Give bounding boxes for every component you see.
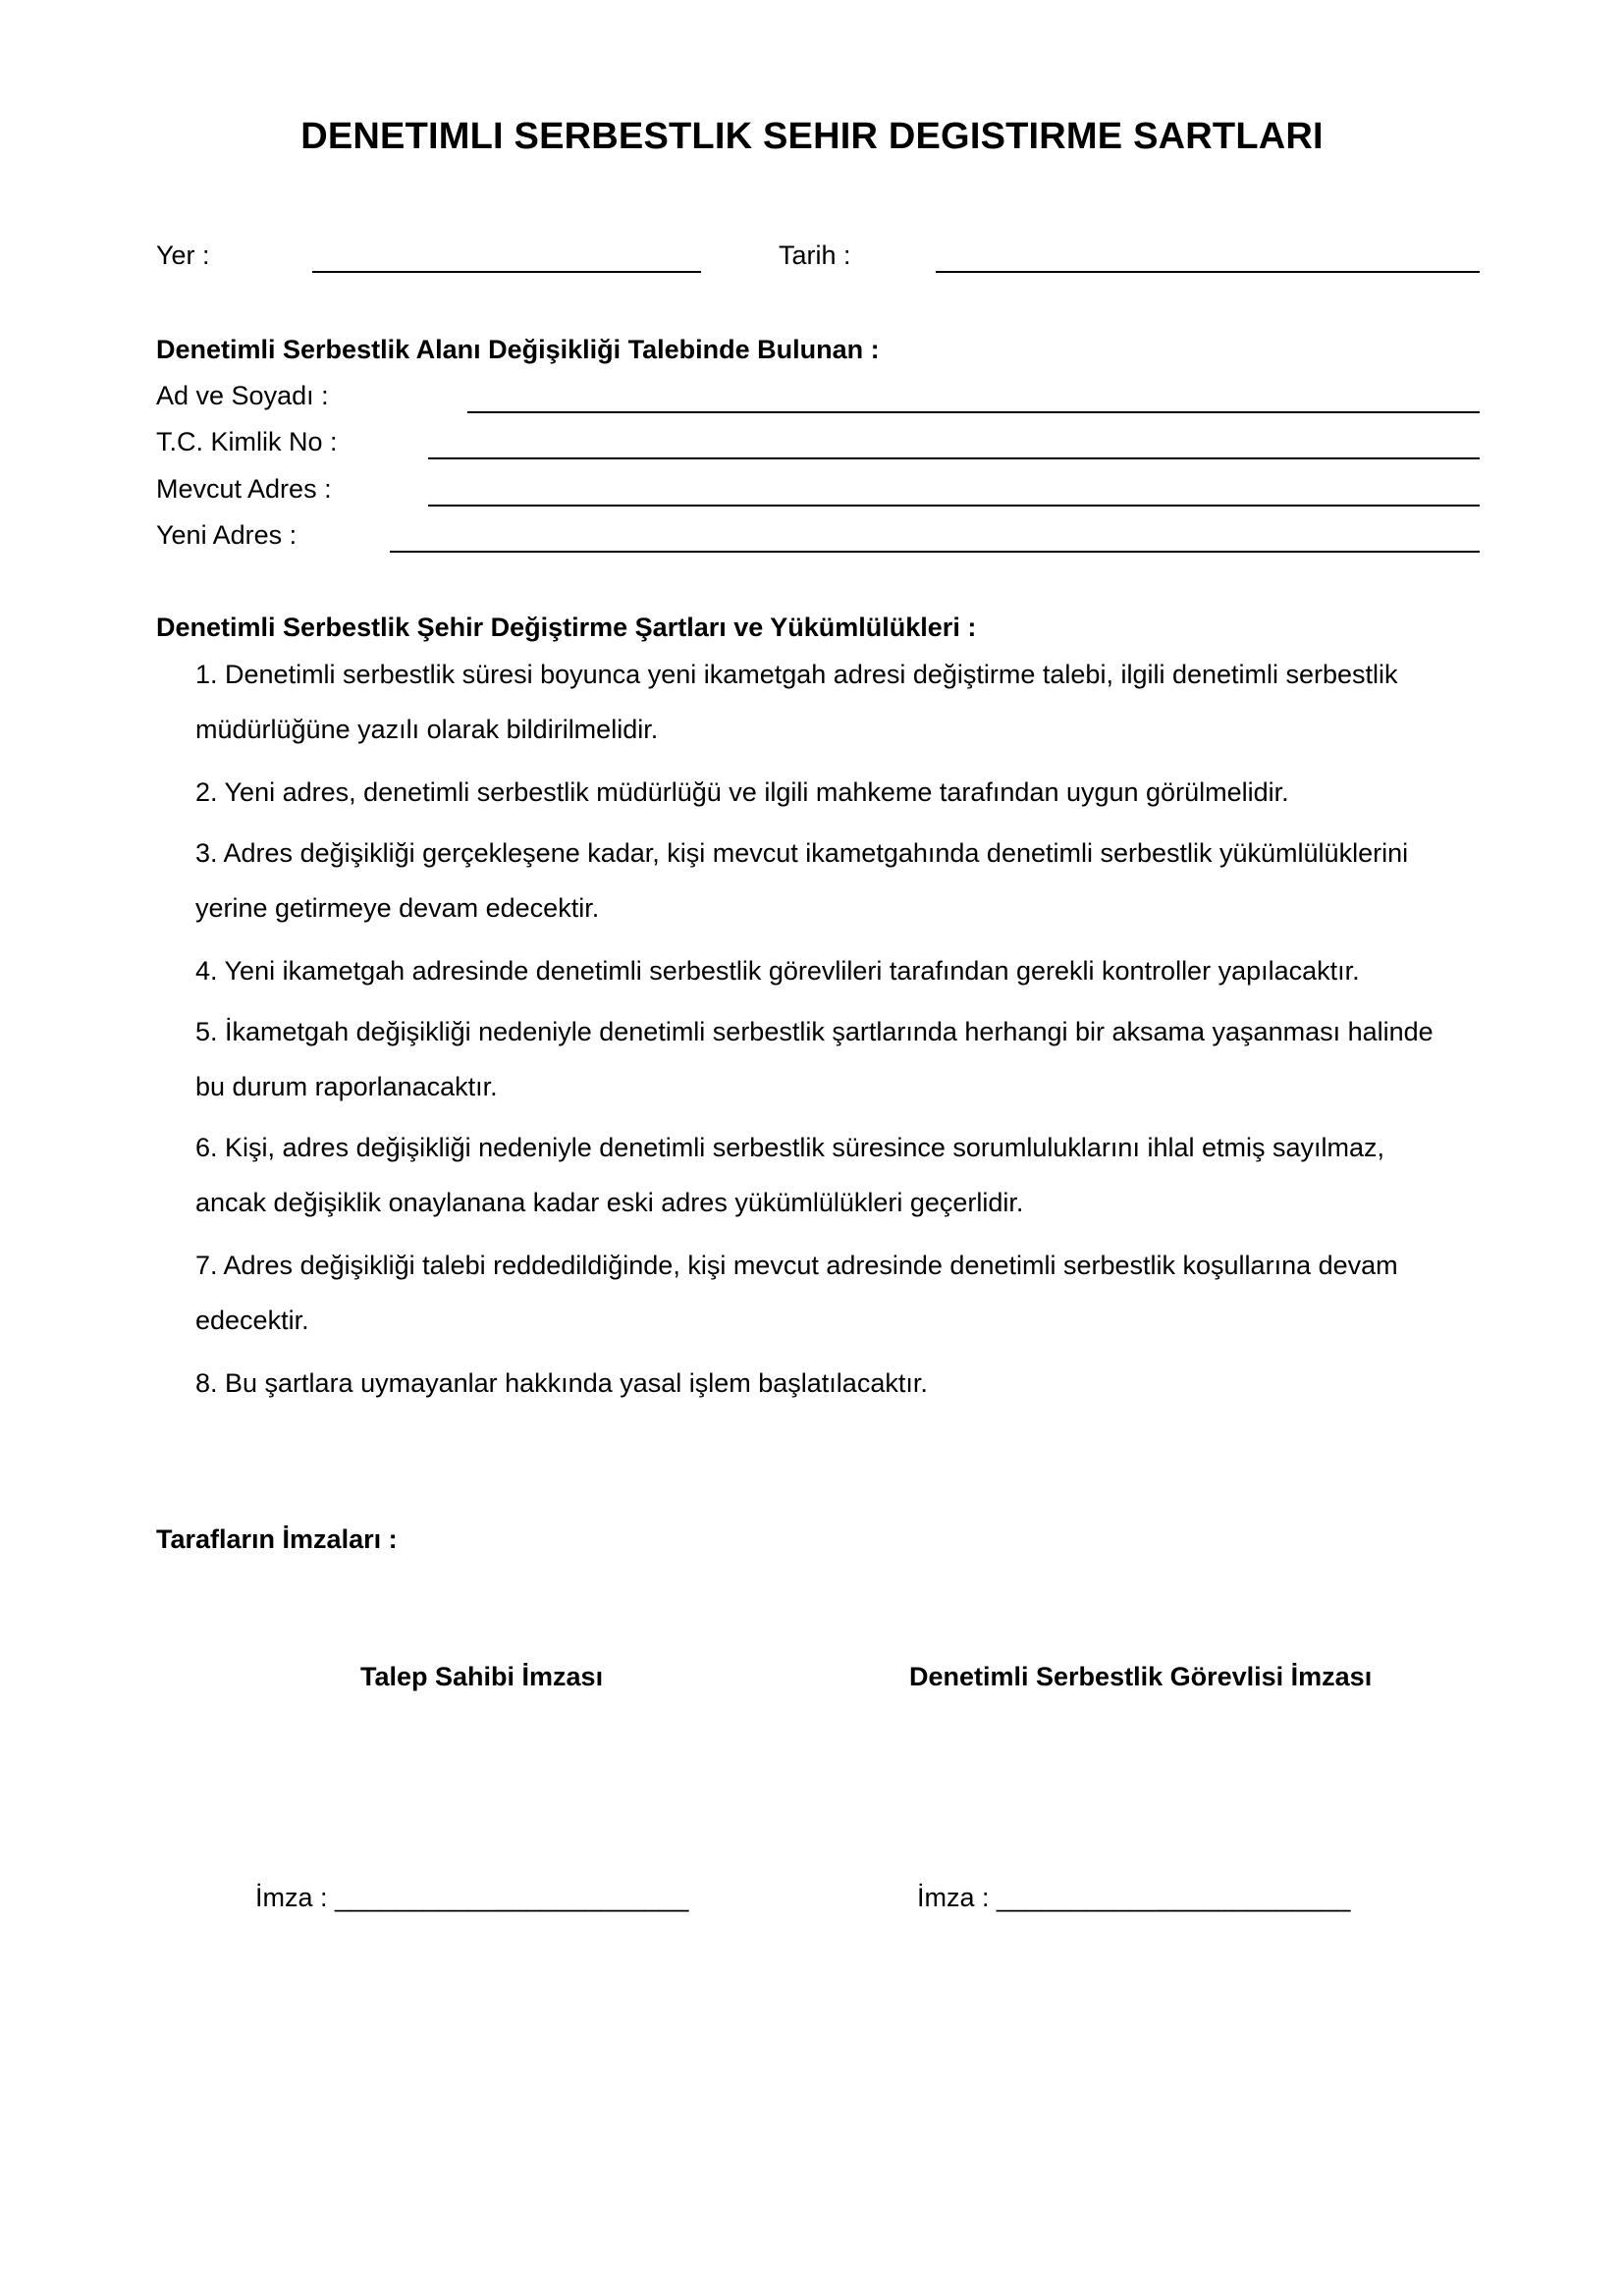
place-label: Yer : bbox=[156, 240, 210, 270]
date-label: Tarih : bbox=[779, 240, 851, 270]
condition-item-7-line1: 7. Adres değişikliği talebi reddedildiğinde, kişi mevcut adresinde denetimli serbestlik koşullarına devam bbox=[195, 1251, 1398, 1280]
conditions-heading: Denetimli Serbestlik Şehir Değiştirme Şartları ve Yükümlülükleri : bbox=[156, 613, 977, 642]
condition-item-7-line2: edecektir. bbox=[195, 1306, 309, 1335]
condition-item-1-line1: 1. Denetimli serbestlik süresi boyunca yeni ikametgah adresi değiştirme talebi, ilgili denetimli serbestlik bbox=[195, 660, 1398, 689]
id-number-label: T.C. Kimlik No : bbox=[156, 427, 338, 456]
officer-signature-field[interactable]: İmza : ________________________ bbox=[917, 1883, 1351, 1912]
current-address-label: Mevcut Adres : bbox=[156, 474, 332, 504]
current-address-input-line[interactable] bbox=[428, 505, 1480, 507]
condition-item-1-line2: müdürlüğüne yazılı olarak bildirilmelidir. bbox=[195, 715, 659, 744]
condition-item-5-line1: 5. İkametgah değişikliği nedeniyle denetimli serbestlik şartlarında herhangi bir aksama yaşanması halinde bbox=[195, 1017, 1434, 1046]
new-address-label: Yeni Adres : bbox=[156, 520, 298, 550]
condition-item-3-line1: 3. Adres değişikliği gerçekleşene kadar, kişi mevcut ikametgahında denetimli serbestlik yükümlülüklerini bbox=[195, 838, 1409, 868]
new-address-input-line[interactable] bbox=[390, 551, 1480, 553]
name-input-line[interactable] bbox=[467, 411, 1480, 413]
condition-item-2-line1: 2. Yeni adres, denetimli serbestlik müdürlüğü ve ilgili mahkeme tarafından uygun görülmelidir. bbox=[195, 777, 1289, 807]
requester-signature-title: Talep Sahibi İmzası bbox=[360, 1662, 604, 1691]
condition-item-4-line1: 4. Yeni ikametgah adresinde denetimli serbestlik görevlileri tarafından gerekli kontroller yapılacaktır. bbox=[195, 956, 1360, 986]
condition-item-5-line2: bu durum raporlanacaktır. bbox=[195, 1072, 498, 1101]
name-label: Ad ve Soyadı : bbox=[156, 381, 329, 410]
id-number-input-line[interactable] bbox=[428, 457, 1480, 459]
officer-signature-title: Denetimli Serbestlik Görevlisi İmzası bbox=[909, 1662, 1373, 1691]
requester-signature-field[interactable]: İmza : ________________________ bbox=[255, 1883, 689, 1912]
requester-heading: Denetimli Serbestlik Alanı Değişikliği Talebinde Bulunan : bbox=[156, 335, 880, 364]
document-title: DENETIMLI SERBESTLIK SEHIR DEGISTIRME SARTLARI bbox=[300, 116, 1324, 157]
condition-item-3-line2: yerine getirmeye devam edecektir. bbox=[195, 893, 600, 923]
date-input-line[interactable] bbox=[936, 271, 1480, 273]
condition-item-8-line1: 8. Bu şartlara uymayanlar hakkında yasal işlem başlatılacaktır. bbox=[195, 1368, 928, 1398]
condition-item-6-line1: 6. Kişi, adres değişikliği nedeniyle denetimli serbestlik süresince sorumluluklarını ihlal etmiş sayılmaz, bbox=[195, 1133, 1385, 1162]
place-input-line[interactable] bbox=[312, 271, 701, 273]
condition-item-6-line2: ancak değişiklik onaylanana kadar eski adres yükümlülükleri geçerlidir. bbox=[195, 1188, 1024, 1217]
signatures-heading: Tarafların İmzaları : bbox=[156, 1524, 398, 1554]
